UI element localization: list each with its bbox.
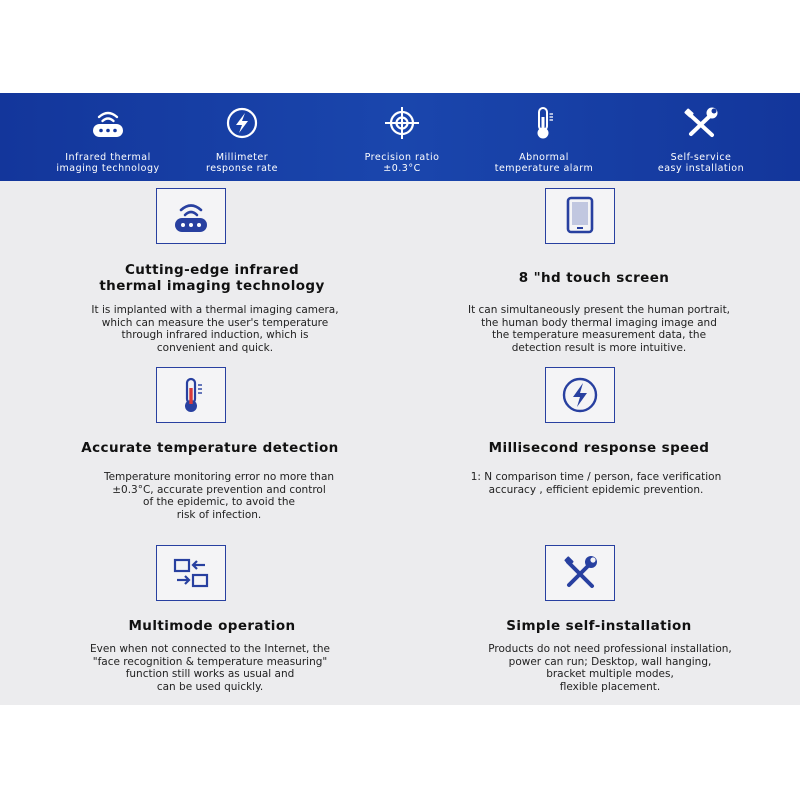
icon-box — [156, 188, 226, 244]
card-description: 1: N comparison time / person, face verification accuracy , efficient epidemic prevention. — [470, 471, 722, 496]
banner-feature-alarm — [479, 93, 609, 181]
card-title: Millisecond response speed — [488, 440, 710, 456]
icon-box — [545, 545, 615, 601]
card-description: Temperature monitoring error no more than ±0.3°C, accurate prevention and control of the epidemic, to avoid the risk of infection. — [103, 471, 335, 521]
router-icon — [88, 107, 128, 139]
banner-feature-label: Infrared thermal imaging technology — [56, 152, 160, 174]
thermometer-icon — [524, 107, 564, 139]
crosshair-icon — [382, 107, 422, 139]
card-description: Even when not connected to the Internet, the "face recognition & temperature measuring" function still works as usual and can be used quickly. — [90, 643, 330, 693]
card-description: It is implanted with a thermal imaging camera, which can measure the user's temperature through infrared induction, which is convenient and quick. — [91, 304, 339, 354]
tablet-icon — [560, 196, 600, 236]
banner-feature-label: Self-service easy installation — [657, 152, 745, 174]
card-title: Simple self-installation — [506, 618, 692, 634]
thermometer-icon — [171, 375, 211, 415]
icon-box — [156, 545, 226, 601]
lightning-icon — [560, 375, 600, 415]
banner-feature-response — [177, 93, 307, 181]
tools-icon — [681, 107, 721, 139]
icon-box — [545, 188, 615, 244]
tools-icon — [560, 553, 600, 593]
banner-feature-label: Millimeter response rate — [206, 152, 278, 174]
icon-box — [156, 367, 226, 423]
card-description: Products do not need professional installation, power can run; Desktop, wall hanging, bracket multiple modes, flexible placement. — [488, 643, 732, 693]
card-title: 8 "hd touch screen — [518, 270, 670, 286]
banner-feature-label: Precision ratio ±0.3°C — [364, 152, 440, 174]
banner-feature-precision — [337, 93, 467, 181]
banner-feature-label: Abnormal temperature alarm — [494, 152, 594, 174]
card-description: It can simultaneously present the human portrait, the human body thermal imaging image and the temperature measurement data, the detection result is more intuitive. — [467, 304, 731, 354]
multimode-icon — [171, 553, 211, 593]
banner-feature-install — [636, 93, 766, 181]
banner-feature-thermal — [43, 93, 173, 181]
card-title: Cutting-edge infrared thermal imaging technology — [99, 262, 325, 294]
card-title: Accurate temperature detection — [81, 440, 339, 456]
feature-banner — [0, 93, 800, 181]
router-icon — [171, 196, 211, 236]
card-title: Multimode operation — [128, 618, 296, 634]
lightning-icon — [222, 107, 262, 139]
icon-box — [545, 367, 615, 423]
